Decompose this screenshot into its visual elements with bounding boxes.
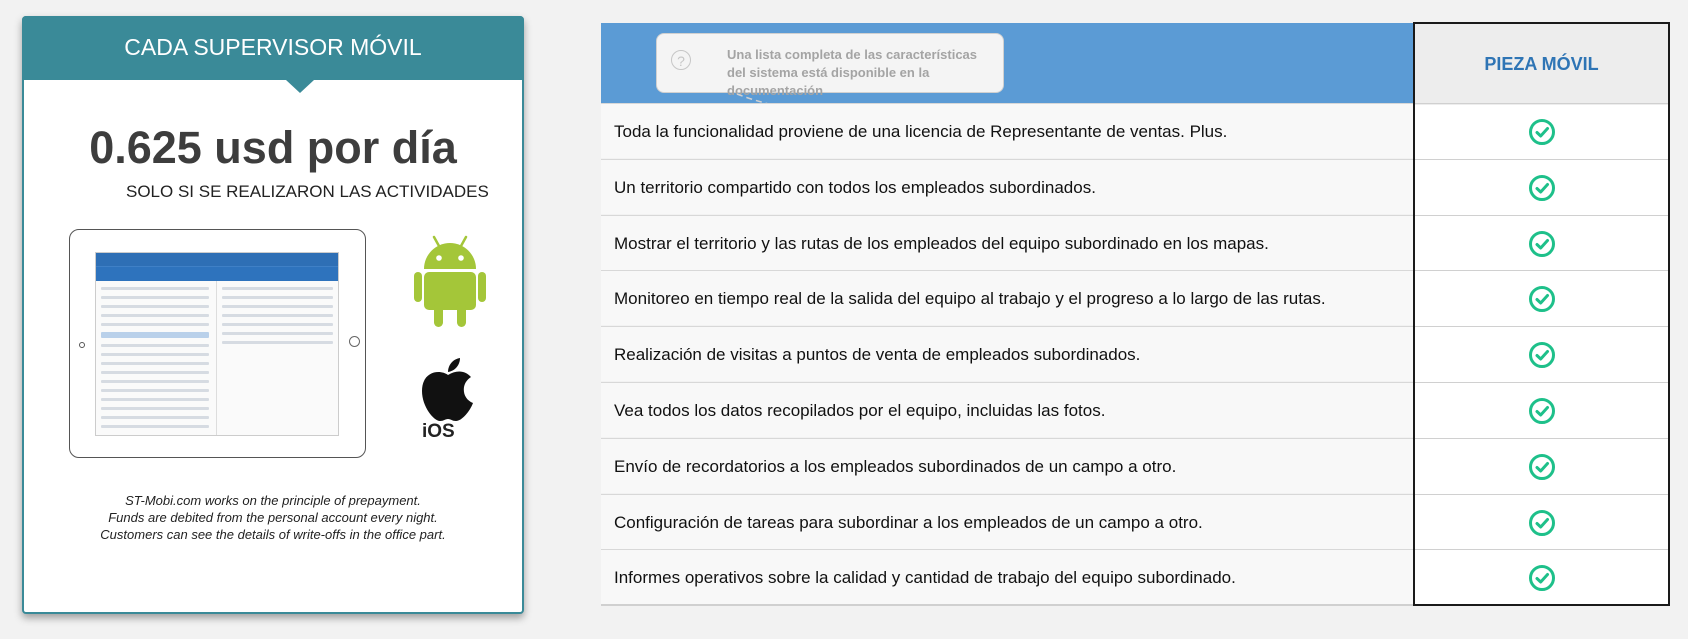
feature-row xyxy=(601,382,1413,437)
check-cell xyxy=(1415,494,1668,549)
feature-row xyxy=(601,326,1413,381)
ios-label: iOS xyxy=(422,421,455,442)
tablet-app-preview xyxy=(95,252,339,436)
app-preview-toolbar xyxy=(96,253,338,266)
feature-text: Informes operativos sobre la calidad y cantidad de trabajo del equipo subordinado. xyxy=(614,568,1236,588)
feature-text: Monitoreo en tiempo real de la salida del equipo al trabajo y el progreso a lo largo de las rutas. xyxy=(614,289,1326,309)
feature-row xyxy=(601,215,1413,270)
price-text: 0.625 usd por día xyxy=(89,122,457,173)
feature-text: Un territorio compartido con todos los empleados subordinados. xyxy=(614,177,1096,197)
prepayment-footnote xyxy=(24,492,522,543)
app-preview-subbar xyxy=(96,266,338,281)
feature-text: Envío de recordatorios a los empleados subordinados de un campo a otro. xyxy=(614,456,1177,476)
check-circle-icon xyxy=(1528,341,1556,369)
mobile-part-column xyxy=(1413,22,1670,606)
android-logo-icon xyxy=(414,233,486,329)
apple-logo-icon xyxy=(418,357,478,423)
check-circle-icon xyxy=(1528,453,1556,481)
feature-text: Mostrar el territorio y las rutas de los empleados del equipo subordinado en los mapas. xyxy=(614,233,1269,253)
header-notch xyxy=(286,80,314,93)
feature-text: Toda la funcionalidad proviene de una licencia de Representante de ventas. Plus. xyxy=(614,122,1228,141)
check-circle-icon xyxy=(1528,509,1556,537)
tablet-home-button xyxy=(79,342,85,348)
check-circle-icon xyxy=(1528,118,1556,146)
check-circle-icon xyxy=(1528,285,1556,313)
column-header: PIEZA MÓVIL xyxy=(1415,24,1668,105)
check-circle-icon xyxy=(1528,397,1556,425)
pricing-card-header: CADA SUPERVISOR MÓVIL xyxy=(22,16,524,80)
feature-row xyxy=(601,103,1413,158)
feature-row xyxy=(601,159,1413,214)
check-cell xyxy=(1415,215,1668,270)
check-cell xyxy=(1415,270,1668,325)
pricing-card xyxy=(22,16,524,614)
check-cell xyxy=(1415,549,1668,604)
feature-row xyxy=(601,494,1413,549)
check-cell xyxy=(1415,159,1668,214)
tooltip-text: Una lista completa de las características del sistema está disponible en la documentación xyxy=(727,47,978,98)
feature-row xyxy=(601,270,1413,325)
app-preview-list xyxy=(96,281,214,435)
feature-text: Vea todos los datos recopilados por el equipo, incluidas las fotos. xyxy=(614,401,1106,420)
footnote-line: Customers can see the details of write-offs in the office part. xyxy=(100,527,446,542)
check-cell xyxy=(1415,326,1668,381)
check-circle-icon xyxy=(1528,230,1556,258)
footnote-line: Funds are debited from the personal account every night. xyxy=(108,510,438,525)
check-circle-icon xyxy=(1528,564,1556,592)
feature-text: Configuración de tareas para subordinar a los empleados de un campo a otro. xyxy=(614,512,1203,532)
footnote-line: ST-Mobi.com works on the principle of prepayment. xyxy=(125,493,421,508)
table-bottom-border xyxy=(601,604,1413,606)
price-condition: SOLO SI SE REALIZARON LAS ACTIVIDADES xyxy=(126,182,489,201)
feature-row xyxy=(601,438,1413,493)
check-circle-icon xyxy=(1528,174,1556,202)
check-cell xyxy=(1415,382,1668,437)
documentation-tooltip xyxy=(656,33,1004,98)
tablet-camera xyxy=(349,336,360,347)
feature-text: Realización de visitas a puntos de venta de empleados subordinados. xyxy=(614,345,1141,365)
feature-row xyxy=(601,549,1413,604)
check-cell xyxy=(1415,103,1668,158)
tablet-screenshot xyxy=(69,229,366,458)
app-preview-detail xyxy=(216,281,338,435)
question-circle-icon: ? xyxy=(671,50,691,70)
check-cell xyxy=(1415,438,1668,493)
